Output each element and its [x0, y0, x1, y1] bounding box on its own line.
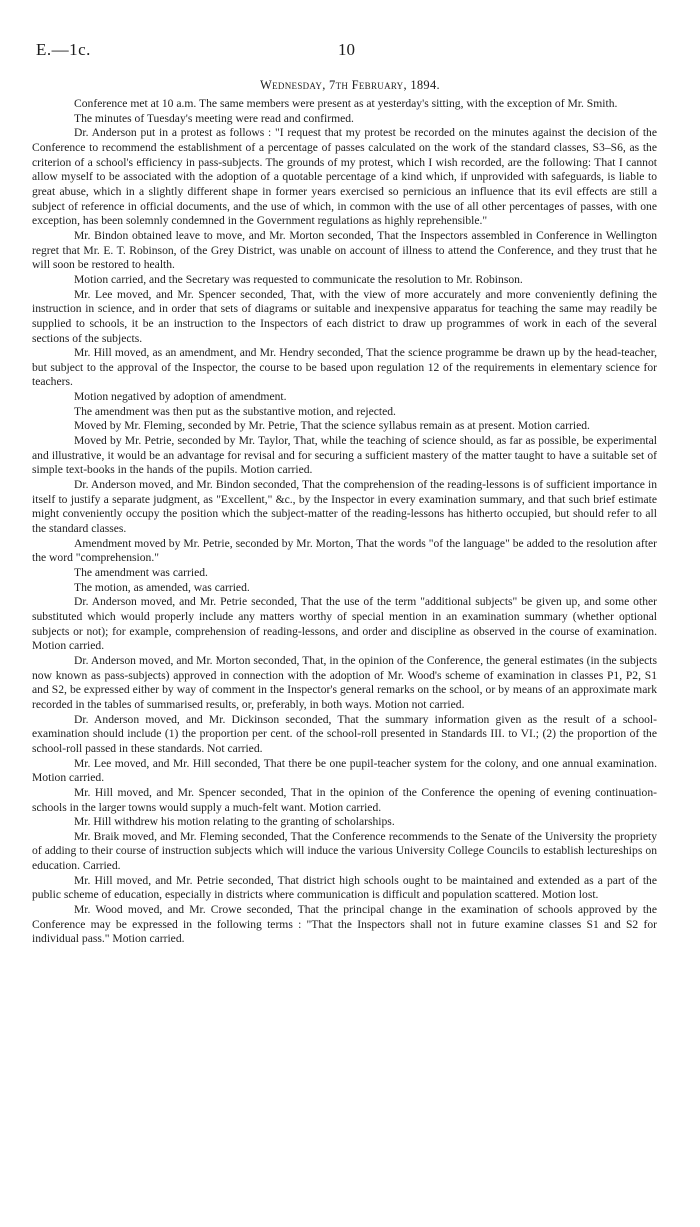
- minutes-paragraph: Dr. Anderson moved, and Mr. Petrie seconded, That the use of the term "additional subjects" be given up, and some other substituted which would properly include any matters worthy of special mention in an examination summary (whether optional subjects or not); for example, comprehension of reading-lessons, and order and discipline as observed in the course of examination. Motion carried.: [32, 595, 657, 653]
- minutes-paragraph: Mr. Hill moved, as an amendment, and Mr. Hendry seconded, That the science programme be drawn up by the head-teacher, but subject to the approval of the Inspector, the course to be based upon regulation 12 of the requirements in elementary science for teachers.: [32, 346, 657, 389]
- minutes-paragraph: Mr. Hill moved, and Mr. Spencer seconded, That in the opinion of the Conference the opening of evening continuation-schools in the larger towns would supply a much-felt want. Motion carried.: [32, 785, 657, 814]
- minutes-paragraph: Mr. Lee moved, and Mr. Spencer seconded, That, with the view of more accurately and more conveniently defining the instruction in science, and in order that sets of diagrams or suitable and inexpensive apparatus for teaching the same may readily be supplied to schools, it be an instruction to the Inspectors of each district to draw up programmes of work in each of the several sections of the subjects.: [32, 287, 657, 345]
- minutes-paragraph: Moved by Mr. Petrie, seconded by Mr. Taylor, That, while the teaching of science should, as far as possible, be experimental and illustrative, it would be an advantage for revisal and for securing a sufficient mastery of the matter taught to have a suitable set of simple text-books in the hands of the pupils. Motion carried.: [32, 434, 657, 477]
- minutes-paragraph: The motion, as amended, was carried.: [74, 580, 250, 594]
- minutes-paragraph: Amendment moved by Mr. Petrie, seconded by Mr. Morton, That the words "of the language" be added to the resolution after the word "comprehension.": [32, 536, 657, 565]
- minutes-paragraph: Conference met at 10 a.m. The same members were present as at yesterday's sitting, with the exception of Mr. Smith.: [74, 97, 618, 110]
- page-reference: E.—1c.: [36, 40, 91, 59]
- minutes-paragraph: Mr. Wood moved, and Mr. Crowe seconded, That the principal change in the examination of schools approved by the Conference may be expressed in the following terms : "That the Inspectors shall not in future examine classes S1 and S2 for individual pass." Motion carried.: [32, 903, 657, 946]
- minutes-paragraph: Mr. Bindon obtained leave to move, and Mr. Morton seconded, That the Inspectors assembled in Conference in Wellington regret that Mr. E. T. Robinson, of the Grey District, was unable on account of illness to attend the Conference, and they trust that he will soon be restored to health.: [32, 228, 657, 272]
- minutes-paragraph: Moved by Mr. Fleming, seconded by Mr. Petrie, That the science syllabus remain as at present. Motion carried.: [74, 419, 590, 433]
- minutes-paragraph: Mr. Lee moved, and Mr. Hill seconded, That there be one pupil-teacher system for the colony, and one annual examination. Motion carried.: [32, 756, 657, 785]
- minutes-paragraph: Motion negatived by adoption of amendment.: [74, 390, 287, 404]
- minutes-paragraph: The amendment was carried.: [74, 566, 208, 579]
- page-number: 10: [338, 40, 355, 59]
- date-heading: Wednesday, 7th February, 1894.: [260, 78, 440, 92]
- minutes-paragraph: Mr. Hill moved, and Mr. Petrie seconded, That district high schools ought to be maintained and extended as a part of the public scheme of education, especially in districts where communication is difficult and population scattered. Motion lost.: [32, 873, 657, 902]
- minutes-paragraph: Dr. Anderson moved, and Mr. Dickinson seconded, That the summary information given as the result of a school-examination should include (1) the proportion per cent. of the school-roll presented in Standards III. to VI.; (2) the proportion of the school-roll passed in these standards. Not carried.: [32, 712, 657, 755]
- minutes-paragraph: Dr. Anderson put in a protest as follows : "I request that my protest be recorded on the minutes against the decision of the Conference to recommend the establishment of a percentage of passes calculated on the work of the standard classes, S3–S6, as the criterion of a school's efficiency in pass-subjects. The grounds of my protest, which I wish recorded, are the following: That I cannot allow myself to be associated with the adoption of a quotable percentage of a kind which, if unprovided with safeguards, is liable to great abuse, which in a slightly different shape in former years exercised so pernicious an influence that its evil effects are still a subject of reference in official documents, and the use of which, in common with the use of all other percentages of passes, with one exception, has been solemnly condemned in the Government regulations as highly reprehensible.": [32, 126, 657, 228]
- minutes-paragraph: The minutes of Tuesday's meeting were read and confirmed.: [74, 111, 354, 125]
- minutes-paragraph: The amendment was then put as the substantive motion, and rejected.: [74, 404, 396, 418]
- minutes-paragraph: Mr. Braik moved, and Mr. Fleming seconded, That the Conference recommends to the Senate of the University the propriety of adding to their course of instruction subjects which will induce the various University College Councils to establish lectureships on education. Carried.: [32, 829, 657, 873]
- minutes-paragraph: Dr. Anderson moved, and Mr. Bindon seconded, That the comprehension of the reading-lessons is of sufficient importance in itself to justify a separate judgment, as "Excellent," &c., by the Inspector in every examination summary, and that such brief estimate might conveniently occupy the position which the subject-matter of the reading-lessons has hitherto occupied, but should refer to all the standard classes.: [32, 478, 657, 536]
- minutes-paragraph: Motion carried, and the Secretary was requested to communicate the resolution to Mr. Robinson.: [74, 272, 523, 286]
- minutes-paragraph: Dr. Anderson moved, and Mr. Morton seconded, That, in the opinion of the Conference, the general estimates (in the subjects now known as pass-subjects) approved in connection with the adoption of Mr. Wood's scheme of examination in classes P1, P2, S1 and S2, be expressed either by way of comment in the Inspector's general remarks on the school, or by means of an approximate mark recorded in the tables of summarised results, or, preferably, in both ways. Motion not carried.: [32, 653, 657, 711]
- minutes-body: [32, 97, 657, 947]
- minutes-paragraph: Mr. Hill withdrew his motion relating to the granting of scholarships.: [74, 815, 395, 829]
